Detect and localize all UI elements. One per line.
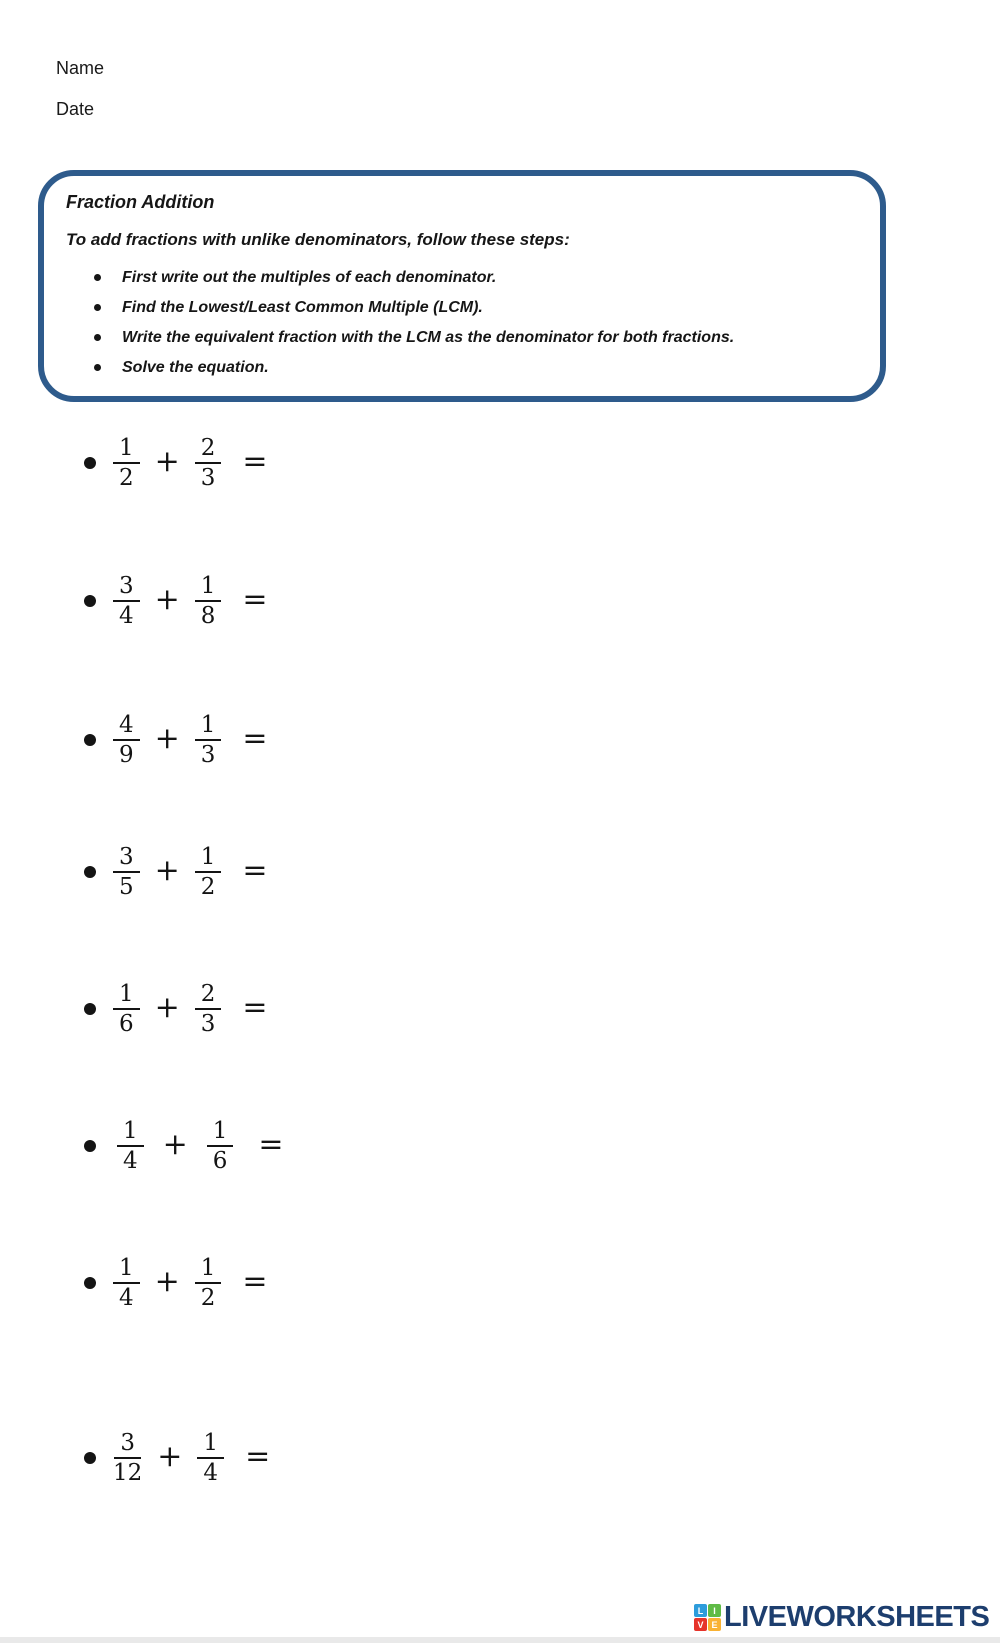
step-item [66, 293, 858, 323]
fraction [117, 1118, 144, 1175]
fraction [195, 435, 222, 492]
numerator: 2 [195, 435, 222, 464]
equals-sign: = [242, 853, 268, 888]
problem-row [84, 967, 268, 1051]
instruction-box [38, 170, 886, 402]
fraction [195, 573, 222, 630]
fraction [195, 981, 222, 1038]
plus-operator: + [154, 990, 180, 1025]
numerator: 1 [113, 435, 140, 464]
numerator: 3 [113, 573, 140, 602]
bullet-icon [94, 334, 101, 341]
plus-operator: + [154, 853, 180, 888]
denominator: 3 [200, 1011, 216, 1037]
denominator: 9 [119, 742, 134, 768]
bullet-icon [84, 866, 96, 878]
bullet-icon [84, 1277, 96, 1289]
problem-row [84, 421, 268, 505]
numerator: 1 [195, 844, 222, 873]
numerator: 3 [113, 844, 140, 873]
bullet-icon [84, 734, 96, 746]
instruction-intro: To add fractions with unlike denominators, follow these steps: [66, 230, 570, 249]
denominator: 2 [119, 465, 134, 491]
fraction [113, 981, 140, 1038]
step-text: Solve the equation. [122, 359, 269, 376]
numerator: 1 [197, 1430, 224, 1459]
bullet-icon [84, 457, 96, 469]
numerator: 2 [195, 981, 222, 1010]
problem-row [84, 698, 268, 782]
instruction-title: Fraction Addition [66, 192, 215, 212]
liveworksheets-logo-icon [694, 1604, 721, 1631]
denominator: 3 [200, 465, 216, 491]
denominator: 8 [200, 603, 216, 629]
equals-sign: = [242, 582, 268, 617]
logo-square-v: V [694, 1618, 707, 1631]
liveworksheets-logo [694, 1601, 989, 1634]
problem-row [84, 1104, 284, 1188]
step-text: Write the equivalent fraction with the LCM as the denominator for both fractions. [122, 329, 735, 346]
equals-sign: = [245, 1439, 271, 1474]
problem-row [84, 559, 268, 643]
fraction [113, 844, 140, 901]
problem-row [84, 830, 268, 914]
denominator: 5 [119, 874, 134, 900]
step-item [66, 263, 858, 293]
plus-operator: + [154, 444, 180, 479]
logo-square-l: L [694, 1604, 707, 1617]
bullet-icon [94, 274, 101, 281]
step-item [66, 353, 858, 383]
bullet-icon [84, 1003, 96, 1015]
numerator: 3 [114, 1430, 141, 1459]
bullet-icon [84, 1452, 96, 1464]
plus-operator: + [154, 1264, 180, 1299]
denominator: 4 [119, 603, 134, 629]
numerator: 1 [195, 573, 222, 602]
plus-operator: + [154, 721, 180, 756]
fraction [113, 435, 140, 492]
equals-sign: = [242, 721, 268, 756]
step-item [66, 323, 858, 353]
equals-sign: = [258, 1127, 284, 1162]
fraction [113, 1255, 140, 1312]
fraction [195, 712, 222, 769]
denominator: 3 [200, 742, 216, 768]
numerator: 4 [113, 712, 140, 741]
date-label: Date [56, 99, 95, 119]
fraction [113, 1430, 142, 1487]
fraction [195, 1255, 222, 1312]
denominator: 4 [119, 1285, 134, 1311]
denominator: 6 [212, 1148, 228, 1174]
fraction [197, 1430, 224, 1487]
problem-row [84, 1416, 270, 1500]
numerator: 1 [195, 1255, 222, 1284]
name-label: Name [56, 58, 105, 78]
equals-sign: = [242, 1264, 268, 1299]
numerator: 1 [207, 1118, 234, 1147]
logo-wordmark: LIVEWORKSHEETS [724, 1601, 990, 1633]
bullet-icon [84, 595, 96, 607]
plus-operator: + [157, 1439, 183, 1474]
denominator: 4 [203, 1460, 219, 1486]
fraction [195, 844, 222, 901]
bullet-icon [94, 304, 101, 311]
logo-square-i: I [708, 1604, 721, 1617]
step-text: Find the Lowest/Least Common Multiple (LCM). [122, 299, 483, 316]
denominator: 2 [200, 1285, 216, 1311]
fraction [113, 712, 140, 769]
fraction [113, 573, 140, 630]
numerator: 1 [195, 712, 222, 741]
numerator: 1 [117, 1118, 144, 1147]
denominator: 12 [113, 1460, 143, 1486]
step-text: First write out the multiples of each denominator. [122, 269, 497, 286]
problem-row [84, 1241, 268, 1325]
equals-sign: = [242, 990, 268, 1025]
denominator: 2 [200, 874, 216, 900]
plus-operator: + [154, 582, 180, 617]
denominator: 6 [119, 1011, 134, 1037]
numerator: 1 [113, 1255, 140, 1284]
plus-operator: + [162, 1127, 188, 1162]
numerator: 1 [113, 981, 140, 1010]
fraction [207, 1118, 234, 1175]
steps-list [66, 263, 858, 383]
denominator: 4 [123, 1148, 138, 1174]
bottom-edge-strip [0, 1637, 1000, 1643]
logo-square-e: E [708, 1618, 721, 1631]
bullet-icon [84, 1140, 96, 1152]
bullet-icon [94, 364, 101, 371]
equals-sign: = [242, 444, 268, 479]
